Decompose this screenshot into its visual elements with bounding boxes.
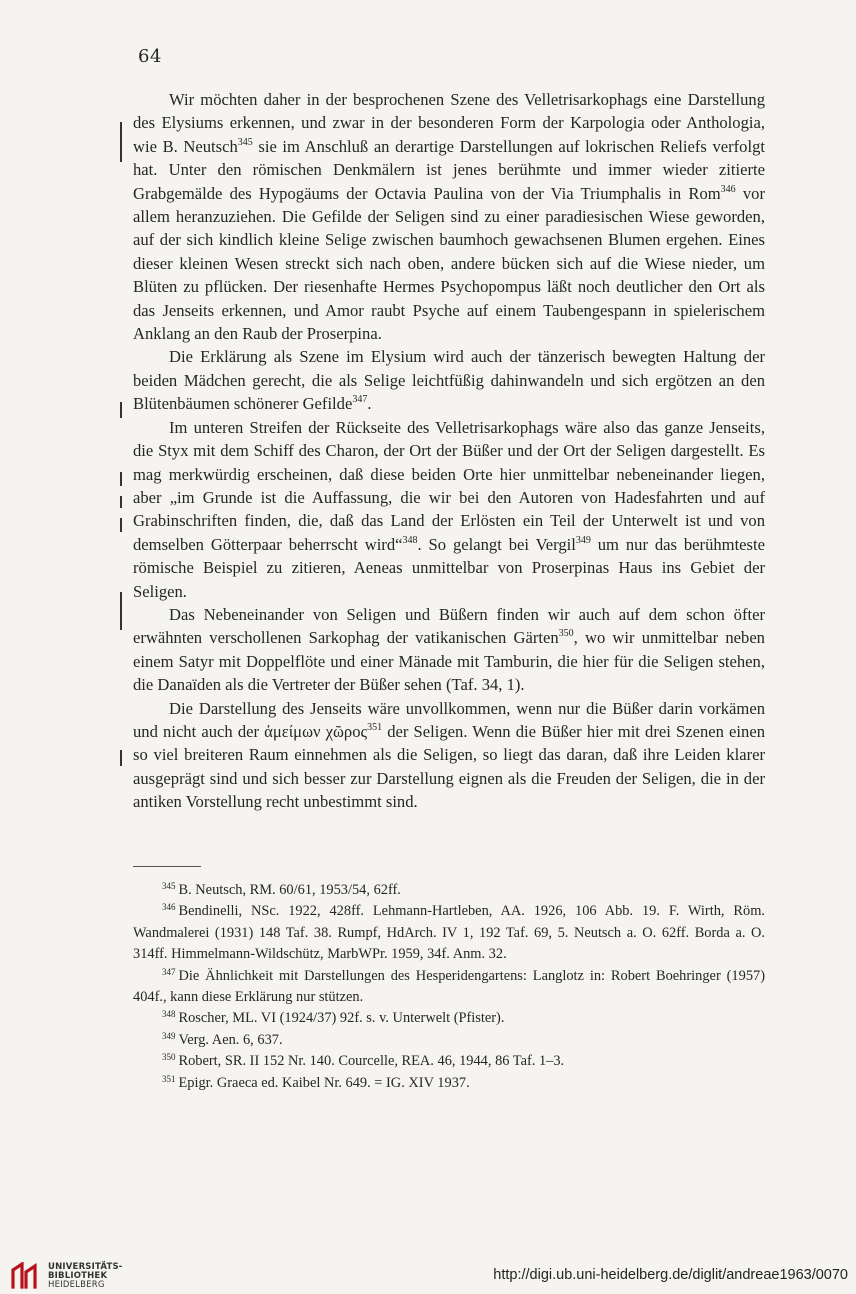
- library-name-line: HEIDELBERG: [48, 1280, 105, 1291]
- margin-mark: [120, 750, 122, 766]
- footnote-ref[interactable]: 348: [402, 534, 418, 546]
- logo-shape: [13, 1264, 35, 1287]
- footnote-text: Robert, SR. II 152 Nr. 140. Courcelle, REA. 46, 1944, 86 Taf. 1–3.: [178, 1053, 565, 1070]
- footnote: [133, 880, 765, 901]
- margin-mark: [120, 496, 122, 508]
- paragraph: [133, 345, 765, 415]
- footnote-number: 351: [162, 1073, 176, 1084]
- footnote: [133, 966, 765, 1009]
- margin-mark: [120, 472, 122, 486]
- paragraph: [133, 88, 765, 345]
- text-run: Wir möchten daher in der besprochenen Szene des Velletrisarkophags eine Darstellung des Elysiums erkennen, und zwar in der besonderen Form der Karpologia oder Anthologia, wie B. Neutsch: [133, 90, 765, 156]
- paragraph: [133, 416, 765, 603]
- footnote-text: Roscher, ML. VI (1924/37) 92f. s. v. Unterwelt (Pfister).: [178, 1010, 505, 1027]
- university-library-logo-icon[interactable]: [9, 1262, 43, 1290]
- text-run: .: [367, 394, 372, 414]
- footnote-ref[interactable]: 349: [575, 534, 591, 546]
- margin-mark: [120, 122, 122, 162]
- footnote-ref[interactable]: 347: [352, 394, 368, 406]
- footnote-ref[interactable]: 351: [367, 721, 383, 733]
- text-run: . So gelangt bei Vergil: [417, 534, 576, 554]
- margin-mark: [120, 402, 122, 418]
- footnote-number: 345: [162, 881, 176, 891]
- footnote-number: 346: [162, 902, 176, 913]
- library-name-line: UNIVERSITÄTS-: [48, 1262, 123, 1272]
- footnote-text: B. Neutsch, RM. 60/61, 1953/54, 62ff.: [178, 882, 401, 898]
- text-run: der Seligen. Wenn die Büßer hier mit drei Szenen einen so viel breiteren Raum einnehmen als die Seligen, so liegt das daran, daß ihre Leiden klarer ausgeprägt sind und sich besser zur Darstellung eignen als die Freuden der Seligen, die in der antiken Vorstellung recht unbestimmt sind.: [133, 721, 765, 812]
- footnote: [133, 1051, 765, 1072]
- paragraph: [133, 697, 765, 814]
- footnote: [133, 1073, 765, 1094]
- footnote-text: Epigr. Graeca ed. Kaibel Nr. 649. = IG. XIV 1937.: [178, 1074, 470, 1091]
- footnote-text: Bendinelli, NSc. 1922, 428ff. Lehmann-Hartleben, AA. 1926, 106 Abb. 19. F. Wirth, Röm. Wandmalerei (1931) 148 Taf. 38. Rumpf, HdArch. IV 1, 192 Taf. 69, 5. Neutsch a. O. 62ff. Borda a. O. 314ff. Himmelmann-Wildschütz, MarbWPr. 1959, 34f. Anm. 32.: [133, 903, 765, 963]
- text-run: sie im Anschluß an derartige Darstellungen auf lokrischen Reliefs verfolgt hat. Unter den römischen Denkmälern ist jenes berühmte und immer wieder zitierte Grabgemälde des Hypogäums der Octavia Paulina von der Via Triumphalis in Rom: [133, 136, 765, 203]
- margin-mark: [120, 518, 122, 532]
- text-run: vor allem heranzuziehen. Die Gefilde der Seligen sind zu einer paradiesischen Wiese geworden, auf der sich kindlich kleine Selige zwischen baumhoch gewachsenen Blumen ergehen. Eines dieser kleinen Wesen streckt sich nach oben, andere bücken sich auf die Wiese nieder, um Blüten zu pflücken. Der riesenhafte Hermes Psychopompus läßt noch deutlicher den Ort als das Jenseits erkennen, und Amor raubt Psyche auf einem Taubengespann in spielerischem Anklang an den Raub der Proserpina.: [133, 183, 765, 344]
- footnote: [133, 1008, 765, 1029]
- text-run: Im unteren Streifen der Rückseite des Velletrisarkophags wäre also das ganze Jenseits, die Styx mit dem Schiff des Charon, der Ort der Büßer und der Ort der Seligen dargestellt. Es mag merkwürdig erscheinen, daß diese beiden Orte hier unmittelbar nebeneinander liegen, aber „im Grunde ist die Auffassung, die wir bei den Autoren von Hadesfahrten und auf Grabinschriften finden, die, daß das Land der Erlösten ein Teil der Unterwelt ist und von demselben Götterpaar beherrscht wird“: [133, 417, 765, 554]
- text-run: , wo wir unmittelbar neben einem Satyr mit Doppelflöte und einer Mänade mit Tamburin, die hier für die Seligen stehen, die Danaïden als die Vertreter der Büßer sehen (Taf. 34, 1).: [133, 628, 765, 695]
- paragraph: [133, 603, 765, 697]
- footnote: [133, 1030, 765, 1051]
- text-run: Das Nebeneinander von Seligen und Büßern finden wir auch auf dem schon öfter erwähnten verschollenen Sarkophag der vatikanischen Gärten: [133, 604, 765, 648]
- permalink-url[interactable]: http://digi.ub.uni-heidelberg.de/diglit/andreae1963/0070: [493, 1267, 848, 1283]
- footnote-divider: [133, 866, 201, 867]
- footnote-ref[interactable]: 346: [720, 183, 736, 195]
- footnote-ref[interactable]: 350: [558, 628, 574, 640]
- main-text: [133, 88, 765, 814]
- footnote-number: 349: [162, 1030, 176, 1041]
- footnotes: [133, 880, 765, 1094]
- library-name: [48, 1263, 123, 1291]
- footnote-ref[interactable]: 345: [237, 136, 253, 148]
- text-run: Die Erklärung als Szene im Elysium wird auch der tänzerisch bewegten Haltung der beiden Mädchen gerecht, die als Selige leichtfüßig dahinwandeln und sich ergötzen an den Blütenbäumen schönerer Gefilde: [133, 347, 765, 414]
- margin-mark: [120, 592, 122, 630]
- text-run: um nur das berühmteste römische Beispiel zu zitieren, Aeneas unmittelbar von Proserpinas Haus ins Gebiet der Seligen.: [133, 534, 765, 601]
- page-number: 64: [138, 46, 162, 67]
- footnote-text: Verg. Aen. 6, 637.: [178, 1031, 283, 1048]
- library-name-line: BIBLIOTHEK: [48, 1271, 108, 1282]
- footnote: [133, 901, 765, 965]
- text-run: Die Darstellung des Jenseits wäre unvollkommen, wenn nur die Büßer darin vorkämen und nicht auch der ἀμείμων χῶρος: [133, 698, 765, 741]
- footnote-text: Die Ähnlichkeit mit Darstellungen des Hesperidengartens: Langlotz in: Robert Boehringer (1957) 404f., kann diese Erklärung nur stützen.: [133, 967, 765, 1006]
- footnote-number: 348: [162, 1009, 176, 1020]
- footnote-number: 350: [162, 1052, 176, 1063]
- footnote-number: 347: [162, 966, 176, 977]
